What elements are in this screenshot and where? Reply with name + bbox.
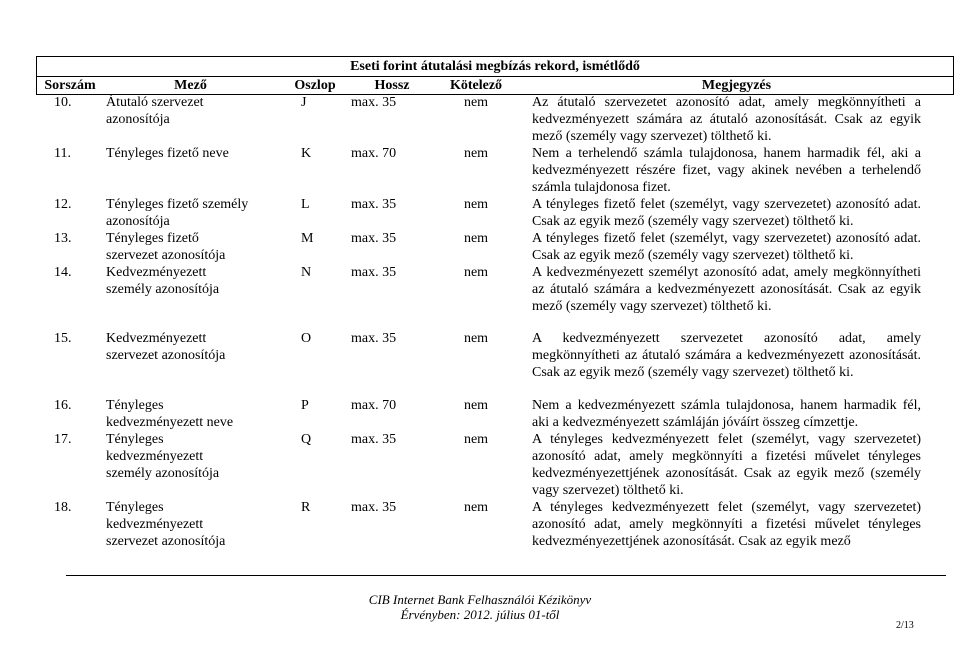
- field-name: Kedvezményezett személy azonosítója: [106, 265, 220, 297]
- field-length: max. 35: [351, 331, 397, 346]
- mandatory-flag: nem: [463, 146, 489, 161]
- mandatory-flag: nem: [463, 197, 489, 212]
- field-note: Az átutaló szervezetet azonosító adat, amely megkönnyítheti a kedvezményezett számára az átutaló azonosítását. Csak az egyik mező (személy vagy szervezet) tölthető ki.: [532, 95, 921, 144]
- column-letter: M: [301, 231, 314, 246]
- table-header-row: [36, 76, 954, 95]
- field-name: Tényleges kedvezményezett neve: [106, 398, 234, 430]
- column-letter: Q: [301, 432, 312, 447]
- column-letter: N: [301, 265, 312, 280]
- column-letter: P: [301, 398, 309, 413]
- field-note: A kedvezményezett szervezetet azonosító adat, amely megkönnyítheti az átutaló számára a kedvezményezett azonosítását. Csak az egyik mező (személy vagy szervezet) tölthető ki.: [532, 331, 921, 380]
- row-number: 12.: [54, 197, 72, 212]
- column-letter: L: [301, 197, 310, 212]
- field-name: Tényleges kedvezményezett szervezet azonosítója: [106, 500, 226, 549]
- field-note: A tényleges fizető felet (személyt, vagy szervezetet) azonosító adat. Csak az egyik mező (személy vagy szervezet) tölthető ki.: [532, 231, 921, 263]
- header-kotelezo: Kötelező: [449, 78, 503, 93]
- field-note: Nem a terhelendő számla tulajdonosa, hanem harmadik fél, aki a kedvezményezett részére fizet, vagy akinek nevében a terhelendő számla tulajdonosa fizet.: [532, 146, 921, 195]
- field-name: Tényleges kedvezményezett személy azonosítója: [106, 432, 220, 481]
- field-name: Kedvezményezett szervezet azonosítója: [106, 331, 226, 363]
- mandatory-flag: nem: [463, 432, 489, 447]
- field-note: A tényleges kedvezményezett felet (személyt, vagy szervezetet) azonosító adat, amely megkönnyíti a fizetési művelet tényleges kedvezményezettjének azonosítását. Csak az egyik mező (személy vagy szervezet) tölthető ki.: [532, 432, 921, 498]
- field-length: max. 35: [351, 432, 397, 447]
- field-length: max. 35: [351, 197, 397, 212]
- mandatory-flag: nem: [463, 265, 489, 280]
- header-mezo: Mező: [174, 78, 207, 93]
- field-name: Tényleges fizető neve: [106, 146, 229, 161]
- field-note: A tényleges kedvezményezett felet (személyt, vagy szervezetet) azonosító adat, amely megkönnyíti a fizetési művelet tényleges kedvezményezettjének azonosítását. Csak az egyik mező: [532, 500, 921, 549]
- column-letter: R: [301, 500, 311, 515]
- header-megjegyzes: Megjegyzés: [701, 78, 772, 93]
- row-number: 15.: [54, 331, 72, 346]
- mandatory-flag: nem: [463, 331, 489, 346]
- field-length: max. 35: [351, 500, 397, 515]
- field-length: max. 35: [351, 265, 397, 280]
- footer-divider: [66, 575, 946, 576]
- row-number: 10.: [54, 95, 72, 110]
- column-letter: J: [301, 95, 307, 110]
- row-number: 16.: [54, 398, 72, 413]
- row-number: 11.: [54, 146, 71, 161]
- footer-validity: Érvényben: 2012. július 01-től: [400, 607, 560, 622]
- column-letter: O: [301, 331, 312, 346]
- field-length: max. 35: [351, 95, 397, 110]
- header-sorszam: Sorszám: [44, 78, 96, 93]
- mandatory-flag: nem: [463, 231, 489, 246]
- field-name: Tényleges fizető szervezet azonosítója: [106, 231, 226, 263]
- header-hossz: Hossz: [374, 78, 410, 93]
- page-number: 2/13: [896, 620, 914, 631]
- field-name: Tényleges fizető személy azonosítója: [106, 197, 249, 229]
- row-number: 14.: [54, 265, 72, 280]
- field-note: Nem a kedvezményezett számla tulajdonosa, hanem harmadik fél, aki a kedvezményezett számláján jóváírt összeg címzettje.: [532, 398, 921, 430]
- field-note: A tényleges fizető felet (személyt, vagy szervezetet) azonosító adat. Csak az egyik mező (személy vagy szervezet) tölthető ki.: [532, 197, 921, 229]
- row-number: 13.: [54, 231, 72, 246]
- row-number: 17.: [54, 432, 72, 447]
- table-title: Eseti forint átutalási megbízás rekord, ismétlődő: [36, 56, 954, 76]
- row-number: 18.: [54, 500, 72, 515]
- field-length: max. 70: [351, 146, 397, 161]
- mandatory-flag: nem: [463, 398, 489, 413]
- field-note: A kedvezményezett személyt azonosító adat, amely megkönnyítheti az átutaló számára a kedvezményezett azonosítását. Csak az egyik mező (személy vagy szervezet) tölthető ki.: [532, 265, 921, 314]
- header-oszlop: Oszlop: [294, 78, 336, 93]
- field-length: max. 35: [351, 231, 397, 246]
- field-length: max. 70: [351, 398, 397, 413]
- footer-title: CIB Internet Bank Felhasználói Kézikönyv: [368, 592, 592, 607]
- field-name: Átutaló szervezet azonosítója: [106, 95, 204, 127]
- column-letter: K: [301, 146, 312, 161]
- mandatory-flag: nem: [463, 500, 489, 515]
- mandatory-flag: nem: [463, 95, 489, 110]
